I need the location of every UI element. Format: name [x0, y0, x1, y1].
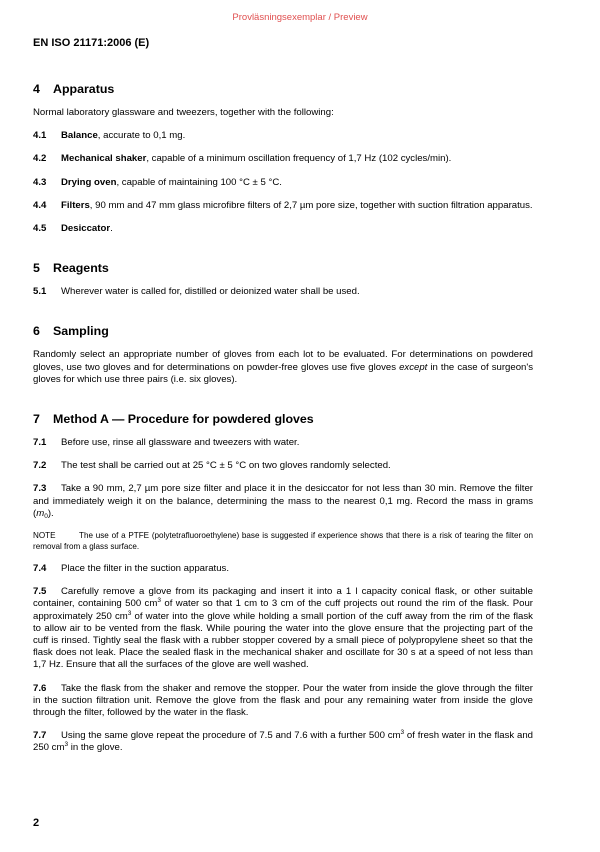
note-text: The use of a PTFE (polytetrafluoroethylene) base is suggested if experience shows that there is a risk of tearing the filter on removal from a glass surface.	[33, 531, 533, 551]
clause-4-1	[33, 130, 533, 142]
clause-number: 4.3	[33, 176, 47, 188]
clause-text: , capable of maintaining 100 °C ± 5 °C.	[116, 176, 282, 188]
clause-number: 4.4	[33, 199, 47, 211]
subscript: 0	[44, 512, 48, 520]
clause-number: 4.1	[33, 130, 47, 142]
section-title: Sampling	[53, 324, 109, 339]
page-number: 2	[33, 817, 40, 829]
section-number: 6	[33, 324, 40, 339]
clause-text: in the glove.	[68, 742, 123, 754]
clause-7-1	[33, 437, 533, 449]
clause-4-5	[33, 223, 533, 235]
clause-text: , capable of a minimum oscillation frequency of 1,7 Hz (102 cycles/min).	[146, 153, 452, 165]
clause-text: Take the flask from the shaker and remove the stopper. Pour the water from inside the glove through the filter in the suction filtration unit. Remove the glove from the flask and pour any remaining water from inside the glove through the filter, followed by the water in the flask.	[33, 682, 533, 719]
section-number: 4	[33, 82, 40, 96]
clause-text: Carefully remove a glove from its packaging and insert it into a 1 l capacity conical flask, or other suitable container, containing 500 cm	[33, 586, 533, 610]
clause-text: The test shall be carried out at 25 °C ± 5 °C on two gloves randomly selected.	[61, 460, 391, 472]
clause-7-7	[33, 730, 533, 754]
apparatus-intro: Normal laboratory glassware and tweezers, together with the following:	[33, 107, 334, 118]
section-title: Reagents	[53, 261, 109, 276]
section-title: Apparatus	[53, 82, 115, 96]
term: Balance	[61, 130, 98, 142]
superscript: 3	[157, 597, 161, 605]
clause-text: of water into the glove while holding a small portion of the cuff away from the rim of the flask to allow air to be vented from the flask. While pouring the water into the glove ensure that the projecting part of the cuff is rinsed. Tightly seal the flask with a rubber stopper covered by a small piece of polypropylene sheet so that the flask does not leak. Place the sealed flask in the mechanical shaker and oscillate for 30 s at a speed of not less than 1,7 Hz. Ensure that all the surfaces of the glove are well washed.	[33, 610, 533, 671]
clause-7-4	[33, 563, 533, 575]
section-title: Method A — Procedure for powdered gloves	[53, 412, 314, 427]
preview-watermark: Provläsningsexemplar / Preview	[232, 12, 368, 23]
superscript: 3	[64, 741, 69, 749]
clause-text: of fresh water in the flask and 250 cm	[33, 730, 533, 754]
clause-4-3	[33, 177, 533, 189]
term: Mechanical shaker	[61, 153, 147, 165]
heading-apparatus	[33, 82, 533, 96]
clause-text: of water so that 1 cm to 3 cm of the cuff projects out round the rim of the flask. Pour approximately 250 cm	[33, 598, 533, 622]
sampling-paragraph	[33, 349, 533, 386]
note-label: NOTE	[33, 531, 56, 541]
term: Drying oven	[61, 176, 117, 188]
symbol: m	[36, 507, 45, 519]
heading-sampling	[33, 324, 533, 338]
heading-method-a	[33, 412, 533, 426]
clause-text: Place the filter in the suction apparatus.	[61, 563, 229, 575]
clause-5-1	[33, 286, 533, 298]
clause-number: 7.5	[33, 586, 47, 598]
clause-text: ).	[47, 507, 54, 519]
standard-id: EN ISO 21171:2006 (E)	[33, 37, 150, 49]
text-run: in the case of surgeon's gloves for which use three pairs (i.e. six gloves).	[33, 361, 533, 385]
clause-text: Wherever water is called for, distilled or deionized water shall be used.	[61, 286, 360, 298]
clause-text: , accurate to 0,1 mg.	[97, 130, 186, 142]
clause-number: 5.1	[33, 286, 47, 298]
clause-text: .	[110, 223, 113, 235]
section-number: 5	[33, 261, 40, 276]
clause-7-5	[33, 586, 533, 671]
clause-number: 7.6	[33, 682, 47, 694]
note	[33, 531, 533, 552]
superscript: 3	[127, 609, 132, 617]
clause-number: 7.7	[33, 730, 47, 742]
clause-text: Take a 90 mm, 2,7 µm pore size filter and place it in the desiccator for not less than 30 min. Remove the filter and immediately weigh it on the balance, determining the mass to the nearest 0,1 mg. Record the mass in grams (	[33, 483, 533, 519]
clause-7-3	[33, 483, 533, 520]
clause-4-4	[33, 200, 533, 212]
clause-7-2	[33, 460, 533, 472]
text-run: Randomly select an appropriate number of gloves from each lot to be evaluated. For determinations on powdered gloves, use two gloves and for determinations on powder-free gloves use five gloves	[33, 349, 533, 373]
clause-4-2	[33, 153, 533, 165]
clause-7-6	[33, 683, 533, 720]
clause-text: , 90 mm and 47 mm glass microfibre filters of 2,7 µm pore size, together with suction filtration apparatus.	[89, 199, 533, 211]
heading-reagents	[33, 261, 533, 275]
emphasis: except	[399, 361, 428, 373]
clause-number: 4.5	[33, 223, 47, 235]
clause-number: 7.2	[33, 460, 47, 472]
clause-text: Using the same glove repeat the procedure of 7.5 and 7.6 with a further 500 cm	[61, 730, 401, 742]
clause-number: 7.1	[33, 437, 47, 449]
term: Filters	[61, 199, 90, 211]
clause-text: Before use, rinse all glassware and tweezers with water.	[61, 437, 300, 449]
page-body	[33, 82, 533, 755]
clause-number: 7.3	[33, 483, 47, 495]
clause-number: 4.2	[33, 153, 47, 165]
superscript: 3	[400, 729, 405, 737]
section-number: 7	[33, 412, 40, 427]
clause-number: 7.4	[33, 563, 47, 575]
term: Desiccator	[61, 223, 111, 235]
